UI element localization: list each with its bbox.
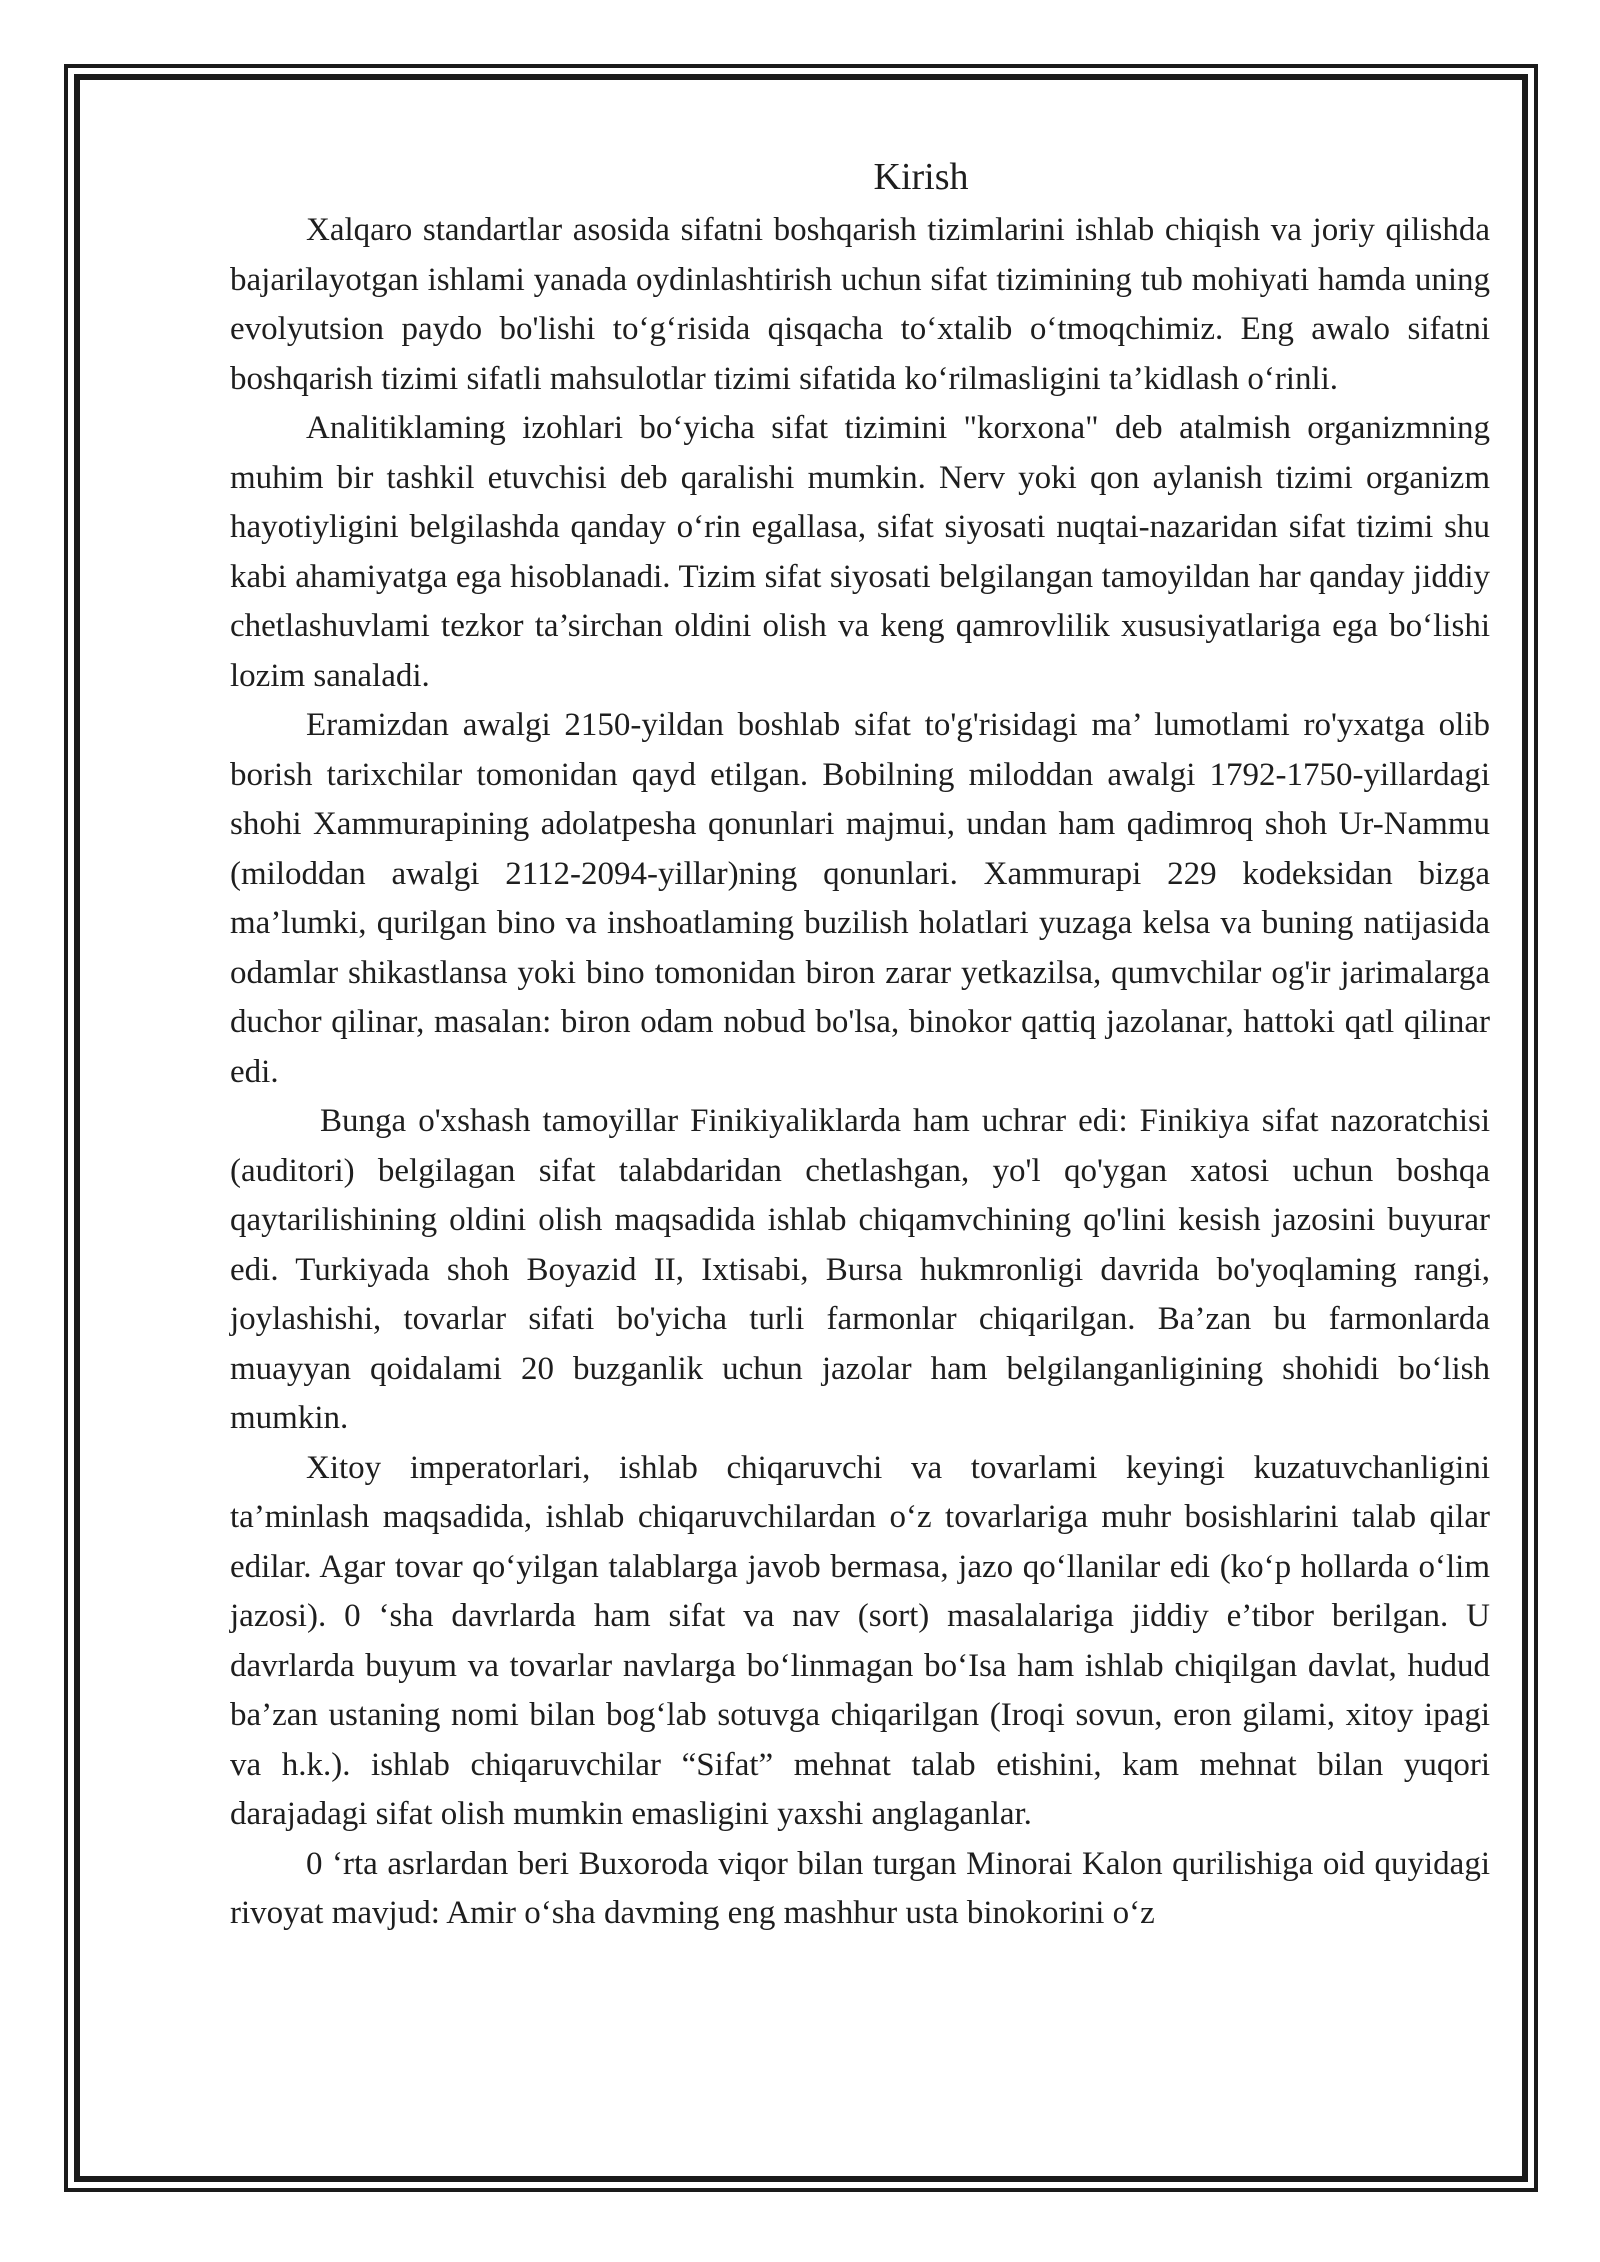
- page-title: Kirish: [873, 156, 969, 198]
- paragraph-2: Analitiklaming izohlari bo‘yicha sifat tizimini "korxona" deb atalmish organizmning muhim bir tashkil etuvchisi deb qaralishi mumkin. Nerv yoki qon aylanish tizimi organizm hayotiyligini belgilashda qanday o‘rin egallasa, sifat siyosati nuqtai-nazaridan sifat tizimi shu kabi ahamiyatga ega hisoblanadi. Tizim sifat siyosati belgilangan tamoyildan har qanday jiddiy chetlashuvlami tezkor ta’sirchan oldini olish va keng qamrovlilik xususiyatlariga ega bo‘lishi lozim sanaladi.: [230, 410, 1490, 694]
- paragraph-5: Xitoy imperatorlari, ishlab chiqaruvchi va tovarlami keyingi kuzatuvchanligini ta’minlash maqsadida, ishlab chiqaruvchilardan o‘z tovarlariga muhr bosishlarini talab qilar edilar. Agar tovar qo‘yilgan talablarga javob bermasa, jazo qo‘llanilar edi (ko‘p hollarda o‘lim jazosi). 0 ‘sha davrlarda ham sifat va nav (sort) masalalariga jiddiy e’tibor berilgan. U davrlarda buyum va tovarlar navlarga bo‘linmagan bo‘Isa ham ishlab chiqilgan davlat, hudud ba’zan ustaning nomi bilan bog‘lab sotuvga chiqarilgan (Iroqi sovun, eron gilami, xitoy ipagi va h.k.). ishlab chiqaruvchilar “Sifat” mehnat talab etishini, kam mehnat bilan yuqori darajadagi sifat olish mumkin emasligini yaxshi anglaganlar.: [230, 1449, 1490, 1832]
- paragraph-3: Eramizdan awalgi 2150-yildan boshlab sifat to'g'risidagi ma’ lumotlami ro'yxatga olib borish tarixchilar tomonidan qayd etilgan. Bobilning miloddan awalgi 1792-1750-yillardagi shohi Xammurapining adolatpesha qonunlari majmui, undan ham qadimroq shoh Ur-Nammu (miloddan awalgi 2112-2094-yillar)ning qonunlari. Xammurapi 229 kodeksidan bizga ma’lumki, qurilgan bino va inshoatlaming buzilish holatlari yuzaga kelsa va buning natijasida odamlar shikastlansa yoki bino tomonidan biron zarar yetkazilsa, qumvchilar og'ir jarimalarga duchor qilinar, masalan: biron odam nobud bo'lsa, binokor qattiq jazolanar, hattoki qatl qilinar edi.: [230, 707, 1490, 1090]
- paragraph-1: Xalqaro standartlar asosida sifatni boshqarish tizimlarini ishlab chiqish va joriy qilishda bajarilayotgan ishlami yanada oydinlashtirish uchun sifat tizimining tub mohiyati hamda uning evolyutsion paydo bo'lishi to‘g‘risida qisqacha to‘xtalib o‘tmoqchimiz. Eng awalo sifatni boshqarish tizimi sifatli mahsulotlar tizimi sifatida ko‘rilmasligini ta’kidlash o‘rinli.: [230, 212, 1490, 397]
- paragraph-4: Bunga o'xshash tamoyillar Finikiyaliklarda ham uchrar edi: Finikiya sifat nazoratchisi (auditori) belgilagan sifat talabdaridan chetlashgan, yo'l qo'ygan xatosi uchun boshqa qaytarilishining oldini olish maqsadida ishlab chiqamvchining qo'lini kesish jazosini buyurar edi. Turkiyada shoh Boyazid II, Ixtisabi, Bursa hukmronligi davrida bo'yoqlaming rangi, joylashishi, tovarlar sifati bo'yicha turli farmonlar chiqarilgan. Ba’zan bu farmonlarda muayyan qoidalami 20 buzganlik uchun jazolar ham belgilanganligining shohidi bo‘lish mumkin.: [230, 1103, 1490, 1436]
- paragraph-6: 0 ‘rta asrlardan beri Buxoroda viqor bilan turgan Minorai Kalon qurilishiga oid quyidagi rivoyat mavjud: Amir o‘sha davming eng mashhur usta binokorini o‘z: [230, 1845, 1490, 1931]
- document-body: [230, 148, 1490, 1939]
